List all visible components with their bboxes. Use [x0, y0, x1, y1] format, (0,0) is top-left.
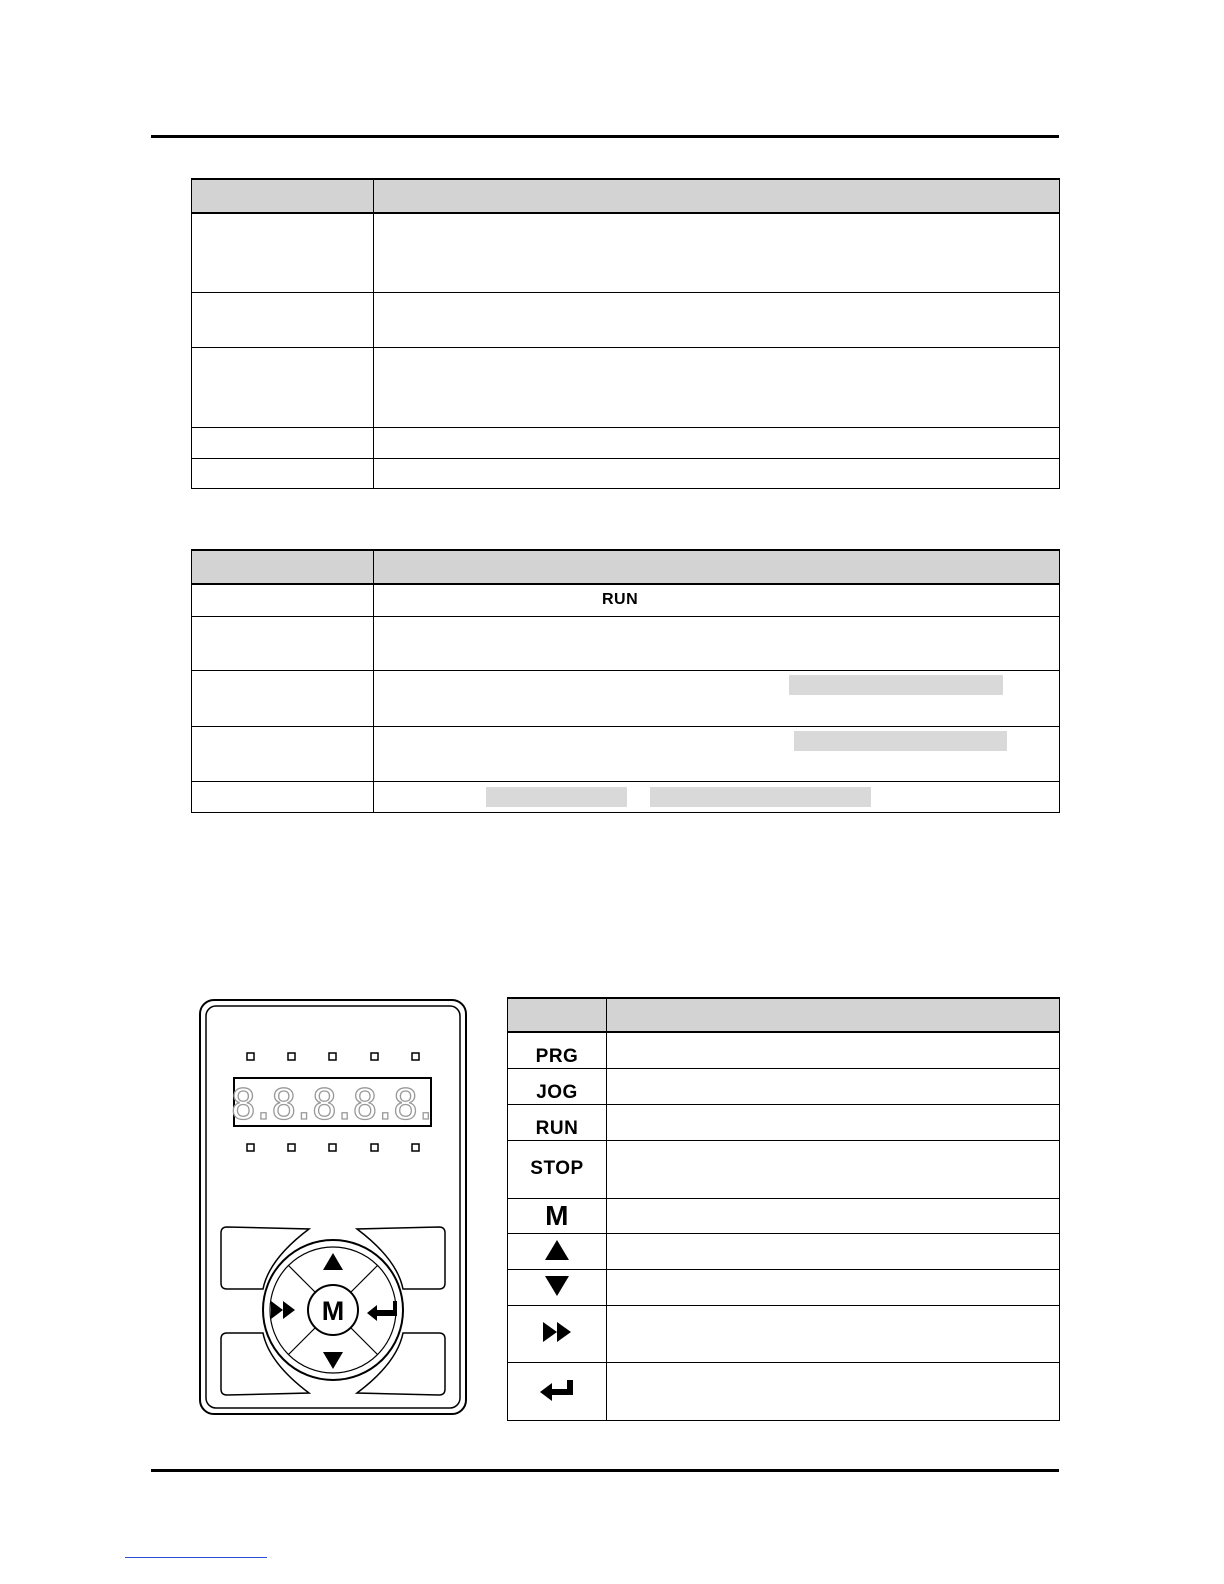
table-cell — [192, 584, 374, 616]
table-cell — [374, 584, 1060, 616]
key-cell — [508, 1198, 607, 1233]
table-row — [192, 726, 1060, 781]
table-row — [192, 292, 1060, 347]
key-cell — [508, 1068, 607, 1104]
key-desc — [607, 1362, 1060, 1420]
key-cell — [508, 1140, 607, 1198]
prg-key-label: PRG — [535, 1045, 579, 1067]
key-cell — [508, 1104, 607, 1140]
keypad-illustration — [197, 997, 469, 1417]
table-1-header-col2 — [374, 179, 1060, 213]
table-2-header-col1 — [192, 550, 374, 584]
table-row — [192, 584, 1060, 616]
table-row — [508, 1140, 1060, 1198]
table-cell — [192, 213, 374, 292]
highlight-block — [794, 731, 1007, 751]
table-row — [192, 347, 1060, 427]
bottom-rule — [151, 1469, 1059, 1472]
table-cell — [192, 292, 374, 347]
table-row — [508, 1104, 1060, 1140]
table-row — [192, 616, 1060, 670]
table-cell — [374, 670, 1060, 726]
table-cell — [374, 616, 1060, 670]
table-cell — [192, 616, 374, 670]
table-cell — [192, 670, 374, 726]
table-cell — [192, 427, 374, 458]
key-desc — [607, 1269, 1060, 1305]
key-cell — [508, 1269, 607, 1305]
led-display-digits: 8.8.8.8.8. — [230, 1080, 434, 1129]
table-1 — [191, 178, 1060, 489]
key-desc — [607, 1068, 1060, 1104]
down-triangle-icon — [544, 1275, 570, 1297]
table-row — [192, 781, 1060, 812]
table-row — [508, 1032, 1060, 1068]
key-cell — [508, 1305, 607, 1362]
key-desc — [607, 1032, 1060, 1068]
table-cell — [374, 427, 1060, 458]
table-cell — [374, 213, 1060, 292]
highlight-block — [789, 675, 1003, 695]
enter-icon — [539, 1378, 575, 1402]
footer-link-underline[interactable] — [125, 1557, 267, 1558]
table-row — [508, 1269, 1060, 1305]
table-cell — [192, 458, 374, 488]
table-row — [508, 1068, 1060, 1104]
jog-key-label: JOG — [536, 1081, 578, 1103]
run-key-label: RUN — [535, 1117, 579, 1139]
table-2 — [191, 549, 1060, 813]
table-row — [508, 1305, 1060, 1362]
table-row — [508, 1233, 1060, 1269]
table-1-header-col1 — [192, 179, 374, 213]
m-key-label: M — [545, 1199, 569, 1231]
table-cell — [192, 726, 374, 781]
key-desc — [607, 1305, 1060, 1362]
key-table-header-col1 — [508, 998, 607, 1032]
top-rule — [151, 135, 1059, 138]
table-row — [192, 670, 1060, 726]
key-desc — [607, 1140, 1060, 1198]
up-triangle-icon — [544, 1239, 570, 1261]
table-cell — [192, 347, 374, 427]
highlight-block — [486, 787, 627, 807]
table-cell — [374, 347, 1060, 427]
highlight-block — [650, 787, 871, 807]
run-key-label: RUN — [602, 591, 639, 609]
key-cell — [508, 1362, 607, 1420]
key-desc — [607, 1104, 1060, 1140]
key-cell — [508, 1233, 607, 1269]
table-row — [508, 1362, 1060, 1420]
table-row — [192, 213, 1060, 292]
table-2-header-col2 — [374, 550, 1060, 584]
shift-right-icon — [542, 1321, 572, 1343]
key-table-header-col2 — [607, 998, 1060, 1032]
table-cell — [374, 726, 1060, 781]
m-key-label: M — [321, 1296, 345, 1326]
table-cell — [374, 781, 1060, 812]
key-table — [507, 997, 1060, 1421]
table-row — [192, 458, 1060, 488]
table-row — [192, 427, 1060, 458]
key-desc — [607, 1198, 1060, 1233]
table-cell — [374, 458, 1060, 488]
key-desc — [607, 1233, 1060, 1269]
table-cell — [192, 781, 374, 812]
table-cell — [374, 292, 1060, 347]
stop-key-label: STOP — [530, 1158, 584, 1179]
key-cell — [508, 1032, 607, 1068]
table-row — [508, 1198, 1060, 1233]
